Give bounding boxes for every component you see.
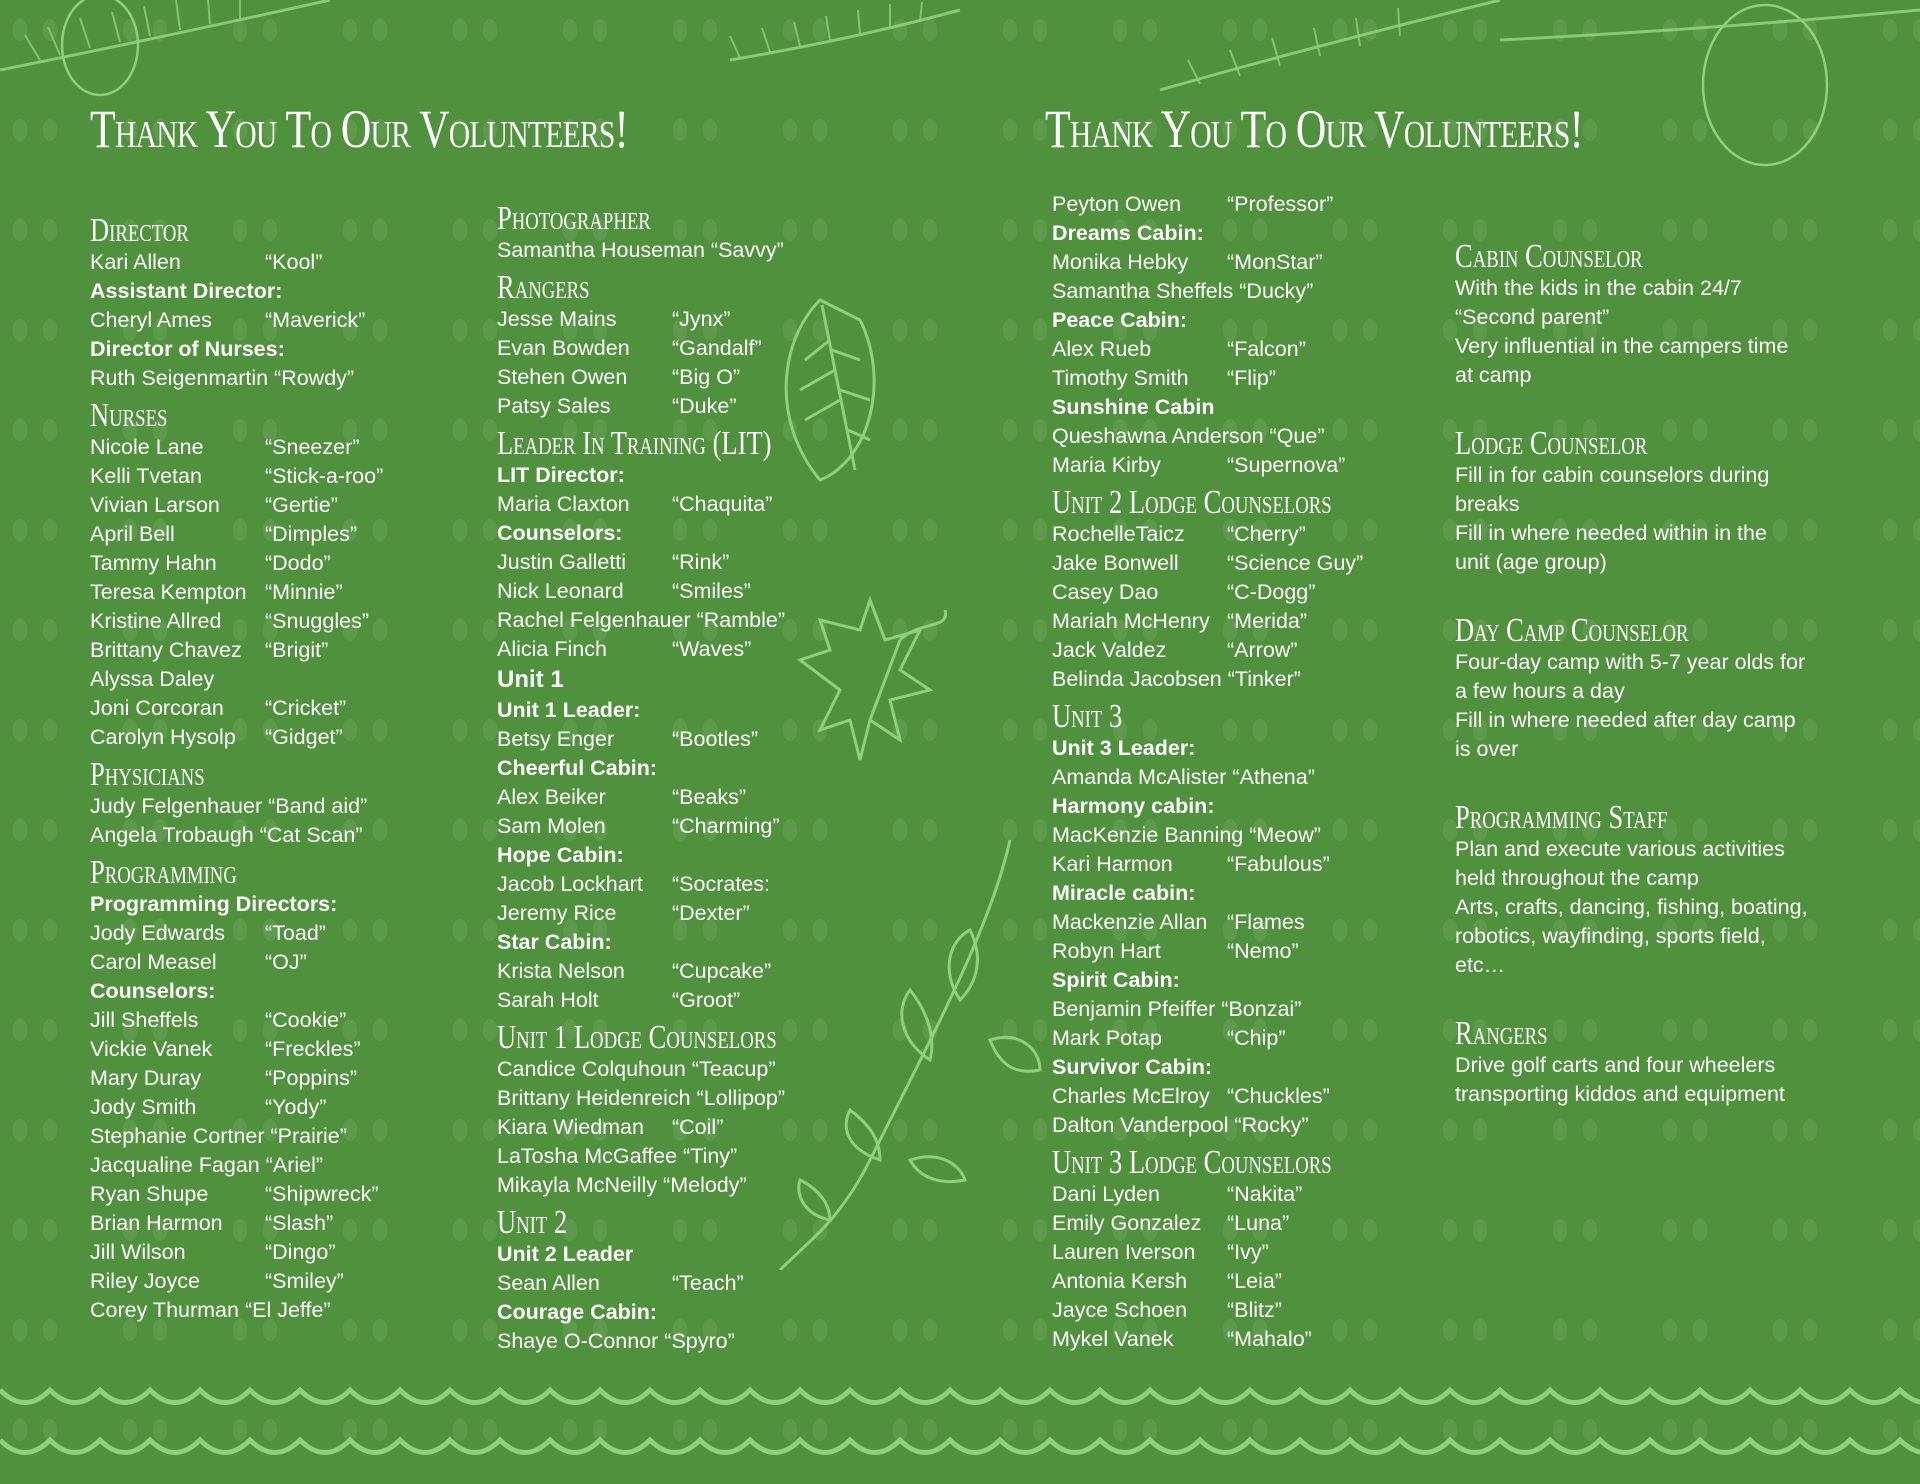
volunteer-entry: Samantha Sheffels “Ducky” — [1052, 279, 1314, 303]
volunteer-name: Mykel Vanek — [1052, 1327, 1174, 1351]
volunteer-entry — [1052, 335, 1432, 364]
section-heading: Nurses — [90, 397, 168, 434]
volunteer-nickname: “Charming” — [672, 814, 780, 838]
role-description-line: etc… — [1455, 953, 1506, 977]
role-description-line: held throughout the camp — [1455, 866, 1699, 890]
volunteer-entry: Angela Trobaugh “Cat Scan” — [90, 823, 363, 847]
volunteer-entry — [90, 607, 470, 636]
role-description-line: breaks — [1455, 492, 1520, 516]
volunteer-entry — [90, 948, 470, 977]
volunteer-entry — [497, 783, 877, 812]
column-3-volunteers — [1052, 190, 1432, 1354]
role-heading: Day Camp Counselor — [1455, 612, 1689, 649]
volunteer-nickname: “Luna” — [1227, 1211, 1290, 1235]
volunteer-name: Kelli Tvetan — [90, 464, 202, 488]
volunteer-entry: Benjamin Pfeiffer “Bonzai” — [1052, 997, 1302, 1021]
role-label: Star Cabin: — [497, 930, 612, 954]
volunteer-nickname: “Blitz” — [1227, 1298, 1282, 1322]
role-description-line: unit (age group) — [1455, 550, 1607, 574]
role-description-line: is over — [1455, 737, 1519, 761]
section-heading: Leader In Training (LIT) — [497, 425, 772, 462]
volunteer-entry: Rachel Felgenhauer “Ramble” — [497, 608, 786, 632]
volunteer-name: Jacob Lockhart — [497, 872, 643, 896]
volunteer-name: Ryan Shupe — [90, 1182, 209, 1206]
role-description-block — [1455, 234, 1895, 390]
volunteer-nickname: “Flames — [1227, 910, 1305, 934]
role-label: Assistant Director: — [90, 279, 283, 303]
role-description-block — [1455, 421, 1895, 577]
volunteer-entry — [1052, 850, 1432, 879]
volunteer-entry — [90, 1209, 470, 1238]
volunteer-entry — [90, 306, 470, 335]
volunteer-name: Vickie Vanek — [90, 1037, 213, 1061]
volunteer-entry: Judy Felgenhauer “Band aid” — [90, 794, 368, 818]
volunteer-entry — [497, 725, 877, 754]
volunteer-name: Lauren Iverson — [1052, 1240, 1196, 1264]
volunteer-nickname: “Leia” — [1227, 1269, 1282, 1293]
volunteer-entry — [1052, 248, 1432, 277]
volunteer-entry: Brittany Heidenreich “Lollipop” — [497, 1086, 786, 1110]
volunteer-name: April Bell — [90, 522, 175, 546]
volunteer-name: Carol Measel — [90, 950, 217, 974]
volunteer-nickname: “Waves” — [672, 637, 752, 661]
volunteer-name: Jody Smith — [90, 1095, 197, 1119]
volunteer-name: Vivian Larson — [90, 493, 220, 517]
role-description-block — [1455, 608, 1895, 764]
volunteer-entry — [497, 986, 877, 1015]
volunteer-nickname: “Cookie” — [265, 1008, 347, 1032]
role-label: Director of Nurses: — [90, 337, 285, 361]
volunteer-name: Brittany Chavez — [90, 638, 242, 662]
volunteer-name: Dani Lyden — [1052, 1182, 1160, 1206]
volunteer-entry: MacKenzie Banning “Meow” — [1052, 823, 1321, 847]
role-label: Cheerful Cabin: — [497, 756, 658, 780]
volunteer-nickname: “Big O” — [672, 365, 741, 389]
role-label: Hope Cabin: — [497, 843, 624, 867]
volunteer-nickname: “Chuckles” — [1227, 1084, 1330, 1108]
volunteer-name: Kristine Allred — [90, 609, 222, 633]
volunteer-nickname: “Flip” — [1227, 366, 1276, 390]
section-heading: Unit 1 Lodge Counselors — [497, 1019, 777, 1056]
volunteer-nickname: “Chip” — [1227, 1026, 1286, 1050]
volunteer-name: Nicole Lane — [90, 435, 204, 459]
volunteer-entry: Dalton Vanderpool “Rocky” — [1052, 1113, 1309, 1137]
volunteer-name: Antonia Kersh — [1052, 1269, 1188, 1293]
volunteer-entry: Queshawna Anderson “Que” — [1052, 424, 1325, 448]
volunteer-entry — [1052, 1267, 1432, 1296]
volunteer-name: Sam Molen — [497, 814, 606, 838]
role-label: Dreams Cabin: — [1052, 221, 1204, 245]
volunteer-nickname: “Stick-a-roo” — [265, 464, 384, 488]
volunteer-entry — [90, 433, 470, 462]
volunteer-nickname: “Gertie” — [265, 493, 338, 517]
role-description-block — [1455, 1011, 1895, 1109]
volunteer-name: Mariah McHenry — [1052, 609, 1210, 633]
volunteer-nickname: “Gandalf” — [672, 336, 762, 360]
volunteer-name: Kari Harmon — [1052, 852, 1173, 876]
volunteer-nickname: “Socrates: — [672, 872, 770, 896]
role-description-line: Fill in for cabin counselors during — [1455, 463, 1770, 487]
role-label: Survivor Cabin: — [1052, 1055, 1213, 1079]
volunteer-entry — [90, 1006, 470, 1035]
role-description-line: Arts, crafts, dancing, fishing, boating, — [1455, 895, 1808, 919]
volunteer-entry — [497, 957, 877, 986]
volunteer-entry: Stephanie Cortner “Prairie” — [90, 1124, 347, 1148]
volunteer-name: Carolyn Hysolp — [90, 725, 236, 749]
volunteer-entry — [1052, 1296, 1432, 1325]
volunteer-entry — [90, 1267, 470, 1296]
volunteer-nickname: “Cherry” — [1227, 522, 1306, 546]
volunteer-entry — [1052, 1024, 1432, 1053]
volunteer-name: Mark Potap — [1052, 1026, 1162, 1050]
volunteer-entry: Samantha Houseman “Savvy” — [497, 238, 784, 262]
volunteer-entry — [497, 870, 877, 899]
volunteer-nickname: “Toad” — [265, 921, 326, 945]
role-description-line: transporting kiddos and equipment — [1455, 1082, 1785, 1106]
volunteer-nickname: “Brigit” — [265, 638, 329, 662]
volunteer-name: Cheryl Ames — [90, 308, 212, 332]
volunteer-entry — [497, 899, 877, 928]
volunteer-nickname: “Snuggles” — [265, 609, 369, 633]
role-description-line: With the kids in the cabin 24/7 — [1455, 276, 1742, 300]
volunteer-entry: Belinda Jacobsen “Tinker” — [1052, 667, 1301, 691]
volunteer-entry — [1052, 451, 1432, 480]
volunteer-name: Charles McElroy — [1052, 1084, 1210, 1108]
section-heading: Programming — [90, 854, 237, 891]
volunteer-nickname: “Dimples” — [265, 522, 357, 546]
role-label: Counselors: — [497, 521, 623, 545]
volunteer-nickname: “Gidget” — [265, 725, 343, 749]
role-label: Unit 3 Leader: — [1052, 736, 1196, 760]
volunteer-nickname: “Teach” — [672, 1271, 744, 1295]
column-2-volunteers — [497, 196, 877, 1356]
volunteer-nickname: “Nemo” — [1227, 939, 1299, 963]
volunteer-entry: LaTosha McGaffee “Tiny” — [497, 1144, 738, 1168]
role-heading: Lodge Counselor — [1455, 425, 1648, 462]
section-heading: Physicians — [90, 756, 205, 793]
volunteer-nickname: “Professor” — [1227, 192, 1334, 216]
volunteer-name: Casey Dao — [1052, 580, 1159, 604]
role-description-line: Fill in where needed within in the — [1455, 521, 1767, 545]
volunteer-entry: Amanda McAlister “Athena” — [1052, 765, 1315, 789]
volunteer-name: Patsy Sales — [497, 394, 611, 418]
volunteer-name: Krista Nelson — [497, 959, 625, 983]
volunteer-nickname: “Smiley” — [265, 1269, 344, 1293]
role-label: Courage Cabin: — [497, 1300, 658, 1324]
volunteer-entry — [497, 1113, 877, 1142]
volunteer-name: Timothy Smith — [1052, 366, 1189, 390]
volunteer-entry — [497, 363, 877, 392]
volunteer-name: Sean Allen — [497, 1271, 600, 1295]
volunteer-name: Nick Leonard — [497, 579, 624, 603]
role-description-line: Drive golf carts and four wheelers — [1455, 1053, 1776, 1077]
volunteer-name: Maria Kirby — [1052, 453, 1161, 477]
volunteer-name: Maria Claxton — [497, 492, 630, 516]
volunteer-nickname: “Chaquita” — [672, 492, 773, 516]
volunteer-entry — [1052, 908, 1432, 937]
volunteer-entry: Mikayla McNeilly “Melody” — [497, 1173, 747, 1197]
volunteer-entry — [90, 248, 470, 277]
volunteer-name: Jill Sheffels — [90, 1008, 199, 1032]
volunteer-name: Jayce Schoen — [1052, 1298, 1188, 1322]
role-label: Unit 1 Leader: — [497, 698, 641, 722]
volunteer-name: Evan Bowden — [497, 336, 630, 360]
volunteer-name: Tammy Hahn — [90, 551, 217, 575]
volunteer-entry: Alyssa Daley — [90, 667, 215, 691]
volunteer-nickname: “Shipwreck” — [265, 1182, 379, 1206]
volunteer-entry — [1052, 607, 1432, 636]
volunteer-entry — [497, 305, 877, 334]
volunteer-name: Betsy Enger — [497, 727, 615, 751]
volunteer-entry — [497, 548, 877, 577]
volunteer-nickname: “Dodo” — [265, 551, 331, 575]
volunteer-entry — [90, 636, 470, 665]
section-heading: Unit 3 Lodge Counselors — [1052, 1144, 1332, 1181]
role-label: Counselors: — [90, 979, 216, 1003]
volunteer-nickname: “Ivy” — [1227, 1240, 1269, 1264]
volunteer-entry — [90, 1180, 470, 1209]
volunteer-nickname: “Slash” — [265, 1211, 334, 1235]
volunteer-name: Alex Beiker — [497, 785, 606, 809]
section-heading: Unit 2 — [497, 1204, 568, 1241]
volunteer-entry: Candice Colquhoun “Teacup” — [497, 1057, 776, 1081]
volunteer-entry — [90, 578, 470, 607]
volunteer-nickname: “Duke” — [672, 394, 737, 418]
volunteer-nickname: “Smiles” — [672, 579, 751, 603]
volunteer-nickname: “Minnie” — [265, 580, 343, 604]
volunteer-name: Jody Edwards — [90, 921, 226, 945]
volunteer-entry — [497, 635, 877, 664]
volunteer-entry — [1052, 520, 1432, 549]
volunteer-name: Justin Galletti — [497, 550, 627, 574]
volunteer-entry: Jacqualine Fagan “Ariel” — [90, 1153, 324, 1177]
volunteer-nickname: “Mahalo” — [1227, 1327, 1312, 1351]
volunteer-name: Monika Hebky — [1052, 250, 1189, 274]
volunteer-name: Joni Corcoran — [90, 696, 224, 720]
volunteer-nickname: “Bootles” — [672, 727, 759, 751]
role-label: Peace Cabin: — [1052, 308, 1188, 332]
role-description-line: “Second parent” — [1455, 305, 1610, 329]
role-description-line: Fill in where needed after day camp — [1455, 708, 1796, 732]
section-heading: Rangers — [497, 269, 590, 306]
volunteer-entry — [90, 694, 470, 723]
volunteer-name: Jill Wilson — [90, 1240, 186, 1264]
role-label: Sunshine Cabin — [1052, 395, 1215, 419]
volunteer-name: Teresa Kempton — [90, 580, 247, 604]
volunteer-nickname: “Groot” — [672, 988, 741, 1012]
role-description-line: Plan and execute various activities — [1455, 837, 1785, 861]
volunteer-entry — [497, 334, 877, 363]
volunteer-entry — [497, 490, 877, 519]
volunteer-name: Kari Allen — [90, 250, 181, 274]
role-label: Miracle cabin: — [1052, 881, 1196, 905]
volunteer-name: Kiara Wiedman — [497, 1115, 644, 1139]
volunteer-nickname: “Jynx” — [672, 307, 731, 331]
column-4-role-descriptions — [1455, 234, 1895, 1140]
volunteer-name: Mackenzie Allan — [1052, 910, 1208, 934]
role-heading: Rangers — [1455, 1015, 1548, 1052]
volunteer-entry — [90, 723, 470, 752]
volunteer-nickname: “Beaks” — [672, 785, 747, 809]
volunteer-nickname: “Supernova” — [1227, 453, 1346, 477]
volunteer-nickname: “Sneezer” — [265, 435, 360, 459]
volunteer-name: Peyton Owen — [1052, 192, 1182, 216]
volunteer-nickname: “Science Guy” — [1227, 551, 1364, 575]
volunteer-entry — [1052, 1082, 1432, 1111]
volunteer-nickname: “Dingo” — [265, 1240, 336, 1264]
section-heading: Director — [90, 212, 189, 249]
volunteer-nickname: “Cupcake” — [672, 959, 772, 983]
volunteer-name: Jeremy Rice — [497, 901, 617, 925]
volunteer-entry — [90, 1093, 470, 1122]
column-1-volunteers — [90, 208, 470, 1325]
volunteer-nickname: “C-Dogg” — [1227, 580, 1316, 604]
volunteer-entry — [1052, 1209, 1432, 1238]
volunteer-name: Emily Gonzalez — [1052, 1211, 1202, 1235]
volunteer-entry — [1052, 1180, 1432, 1209]
volunteer-nickname: “Coil” — [672, 1115, 724, 1139]
volunteer-nickname: “OJ” — [265, 950, 307, 974]
volunteer-nickname: “Fabulous” — [1227, 852, 1330, 876]
volunteer-nickname: “Yody” — [265, 1095, 327, 1119]
volunteer-entry — [1052, 1238, 1432, 1267]
role-label: Unit 2 Leader — [497, 1242, 634, 1266]
volunteer-name: Alicia Finch — [497, 637, 607, 661]
role-description-line: Four-day camp with 5-7 year olds for — [1455, 650, 1806, 674]
volunteer-name: Jake Bonwell — [1052, 551, 1179, 575]
right-page-title: Thank You To Our Volunteers! — [1045, 99, 1583, 159]
volunteer-name: Riley Joyce — [90, 1269, 200, 1293]
volunteer-entry — [1052, 1325, 1432, 1354]
volunteer-nickname: “Kool” — [265, 250, 323, 274]
volunteer-nickname: “Arrow” — [1227, 638, 1298, 662]
volunteer-nickname: “Poppins” — [265, 1066, 358, 1090]
volunteer-entry — [90, 1035, 470, 1064]
volunteer-name: Jesse Mains — [497, 307, 617, 331]
volunteer-entry: Shaye O-Connor “Spyro” — [497, 1329, 735, 1353]
volunteer-entry — [90, 1064, 470, 1093]
volunteer-entry — [90, 919, 470, 948]
role-description-block — [1455, 795, 1895, 980]
volunteer-nickname: “Falcon” — [1227, 337, 1306, 361]
role-description-line: Very influential in the campers time — [1455, 334, 1789, 358]
volunteer-entry — [1052, 364, 1432, 393]
volunteer-name: Alex Rueb — [1052, 337, 1152, 361]
volunteer-entry — [1052, 636, 1432, 665]
volunteer-entry — [1052, 549, 1432, 578]
volunteer-name: Brian Harmon — [90, 1211, 223, 1235]
volunteer-name: RochelleTaicz — [1052, 522, 1185, 546]
volunteer-entry — [497, 1269, 877, 1298]
volunteer-nickname: “Freckles” — [265, 1037, 361, 1061]
volunteer-entry — [90, 1238, 470, 1267]
role-label: LIT Director: — [497, 463, 625, 487]
role-heading: Cabin Counselor — [1455, 238, 1643, 275]
volunteer-nickname: “Merida” — [1227, 609, 1308, 633]
left-page-title: Thank You To Our Volunteers! — [90, 99, 628, 159]
volunteer-entry — [90, 520, 470, 549]
volunteer-entry — [90, 462, 470, 491]
section-heading: Unit 3 — [1052, 698, 1123, 735]
volunteer-entry — [1052, 578, 1432, 607]
volunteer-name: Jack Valdez — [1052, 638, 1167, 662]
volunteer-entry — [497, 392, 877, 421]
role-description-line: robotics, wayfinding, sports field, — [1455, 924, 1766, 948]
volunteer-nickname: “Rink” — [672, 550, 730, 574]
role-label: Harmony cabin: — [1052, 794, 1215, 818]
role-heading: Programming Staff — [1455, 799, 1668, 836]
role-description-line: at camp — [1455, 363, 1532, 387]
volunteer-entry — [90, 549, 470, 578]
role-label: Programming Directors: — [90, 892, 338, 916]
volunteer-nickname: “MonStar” — [1227, 250, 1323, 274]
volunteer-name: Robyn Hart — [1052, 939, 1161, 963]
volunteer-entry: Ruth Seigenmartin “Rowdy” — [90, 366, 355, 390]
wave-border-decoration — [0, 1370, 1920, 1484]
volunteer-nickname: “Maverick” — [265, 308, 366, 332]
unit-label: Unit 1 — [497, 666, 564, 693]
volunteer-name: Mary Duray — [90, 1066, 202, 1090]
volunteer-nickname: “Nakita” — [1227, 1182, 1303, 1206]
volunteer-nickname: “Cricket” — [265, 696, 347, 720]
volunteer-entry — [90, 491, 470, 520]
volunteer-name: Stehen Owen — [497, 365, 628, 389]
volunteer-entry — [1052, 190, 1432, 219]
section-heading: Unit 2 Lodge Counselors — [1052, 484, 1332, 521]
volunteer-name: Sarah Holt — [497, 988, 599, 1012]
role-label: Spirit Cabin: — [1052, 968, 1180, 992]
volunteer-entry — [497, 577, 877, 606]
volunteer-entry — [1052, 937, 1432, 966]
role-description-line: a few hours a day — [1455, 679, 1625, 703]
volunteer-entry — [497, 812, 877, 841]
volunteer-entry: Corey Thurman “El Jeffe” — [90, 1298, 331, 1322]
section-heading: Photographer — [497, 200, 651, 237]
volunteer-nickname: “Dexter” — [672, 901, 750, 925]
